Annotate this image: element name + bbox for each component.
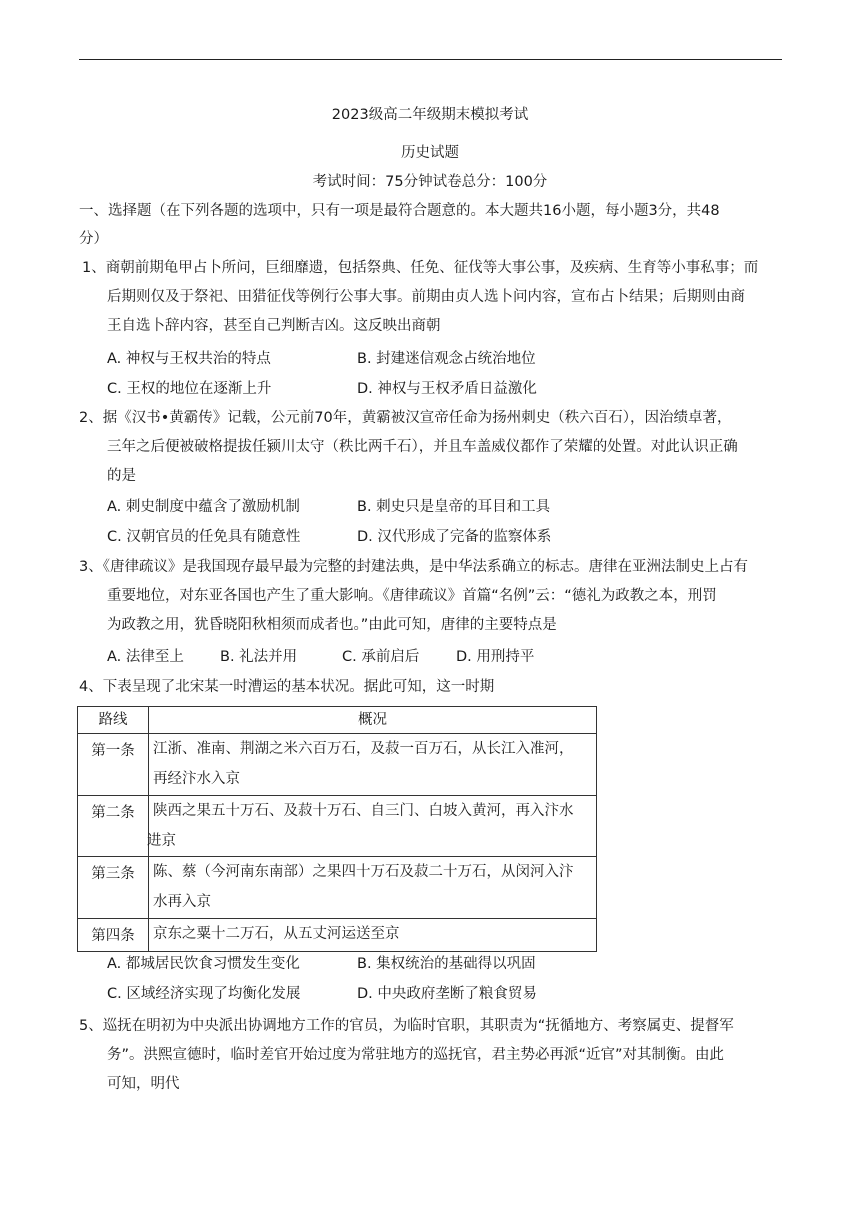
overview-line: 再经汴水入京 — [153, 771, 240, 787]
option-b: B. 集权统治的基础得以巩固 — [357, 956, 536, 972]
subject-title: 历史试题 — [401, 145, 459, 161]
column-header-overview: 概况 — [149, 707, 597, 734]
exam-info: 考试时间：75分钟试卷总分：100分 — [312, 174, 548, 190]
table-row — [78, 734, 597, 796]
table-header-row — [78, 707, 597, 734]
overview-line: 京东之粟十二万石，从五丈河运送至京 — [153, 926, 400, 942]
exam-title: 2023级高二年级期末模拟考试 — [331, 107, 529, 123]
option-d: D. 中央政府垄断了粮食贸易 — [357, 986, 537, 1002]
option-c: C. 区域经济实现了均衡化发展 — [107, 986, 301, 1002]
option-b: B. 刺史只是皇帝的耳目和工具 — [357, 499, 551, 515]
table-row — [78, 919, 597, 952]
section-intro-cont: 分） — [79, 231, 108, 247]
option-b: B. 封建迷信观念占统治地位 — [357, 351, 536, 367]
overview-line: 水再入京 — [153, 894, 211, 910]
overview-line: 江浙、准南、荆湖之米六百万石，及菽一百万石，从长江入准河， — [153, 741, 574, 757]
table-row — [78, 857, 597, 919]
route-cell: 第三条 — [78, 857, 149, 919]
route-cell: 第四条 — [78, 919, 149, 952]
option-a: A. 法律至上 — [107, 649, 184, 665]
option-d: D. 神权与王权矛盾日益激化 — [357, 381, 537, 397]
section-intro: 一、选择题（在下列各题的选项中，只有一项是最符合题意的。本大题共16小题，每小题3分，共48 — [79, 203, 720, 219]
question-stem: 5、巡抚在明初为中央派出协调地方工作的官员，为临时官职，其职责为“抚循地方、考察属吏、提督军 — [79, 1018, 734, 1034]
question-stem: 1、商朝前期龟甲占卜所问，巨细靡遗，包括祭典、任免、征伐等大事公事，及疾病、生育等小事私事；而 — [82, 260, 759, 276]
question-stem: 三年之后便被破格提拔任颍川太守（秩比两千石），并且车盖威仪都作了荣耀的处置。对此认识正确 — [107, 439, 738, 455]
question-stem: 为政教之用，犹昏晓阳秋相须而成者也。”由此可知，唐律的主要特点是 — [107, 617, 557, 633]
question-stem: 4、下表呈现了北宋某一时漕运的基本状况。据此可知，这一时期 — [79, 679, 495, 695]
question-stem: 2、据《汉书•黄霸传》记载，公元前70年，黄霸被汉宣帝任命为扬州刺史（秩六百石），因治绩卓著， — [79, 410, 732, 426]
route-cell: 第二条 — [78, 796, 149, 857]
option-a: A. 都城居民饮食习惯发生变化 — [107, 956, 300, 972]
question-stem: 务”。洪熙宣德时，临时差官开始过度为常驻地方的巡抚官，君主势必再派“近官”对其制衡。由此 — [107, 1047, 725, 1063]
option-c: C. 承前启后 — [342, 649, 420, 665]
overview-cell — [149, 796, 597, 857]
question-stem: 3、《唐律疏议》是我国现存最早最为完整的封建法典，是中华法系确立的标志。唐律在亚洲法制史上占有 — [79, 559, 748, 575]
route-cell: 第一条 — [78, 734, 149, 796]
column-header-route: 路线 — [78, 707, 149, 734]
option-c: C. 王权的地位在逐渐上升 — [107, 381, 272, 397]
option-c: C. 汉朝官员的任免具有随意性 — [107, 529, 301, 545]
overview-line: 进京 — [147, 833, 176, 849]
question-stem: 王自选卜辞内容，甚至自己判断吉凶。这反映出商朝 — [107, 318, 441, 334]
overview-cell — [149, 734, 597, 796]
option-d: D. 汉代形成了完备的监察体系 — [357, 529, 552, 545]
overview-cell — [149, 857, 597, 919]
question-stem: 后期则仅及于祭祀、田猎征伐等例行公事大事。前期由贞人选卜问内容，宣布占卜结果；后期则由商 — [107, 289, 745, 305]
option-b: B. 礼法并用 — [220, 649, 298, 665]
question-stem: 的是 — [107, 468, 136, 484]
option-a: A. 神权与王权共治的特点 — [107, 351, 271, 367]
overview-line: 陕西之果五十万石、及菽十万石、自三门、白坡入黄河，再入汴水 — [153, 803, 574, 819]
option-a: A. 刺史制度中蕴含了激励机制 — [107, 499, 300, 515]
table-row — [78, 796, 597, 857]
canal-transport-table — [77, 706, 597, 952]
header-rule — [79, 59, 782, 60]
question-stem: 重要地位，对东亚各国也产生了重大影响。《唐律疏议》首篇“名例”云：“德礼为政教之本，刑罚 — [107, 588, 717, 604]
option-d: D. 用刑持平 — [456, 649, 535, 665]
question-stem: 可知，明代 — [107, 1076, 180, 1092]
overview-cell — [149, 919, 597, 952]
overview-line: 陈、蔡（今河南东南部）之果四十万石及菽二十万石，从闵河入汴 — [153, 864, 574, 880]
